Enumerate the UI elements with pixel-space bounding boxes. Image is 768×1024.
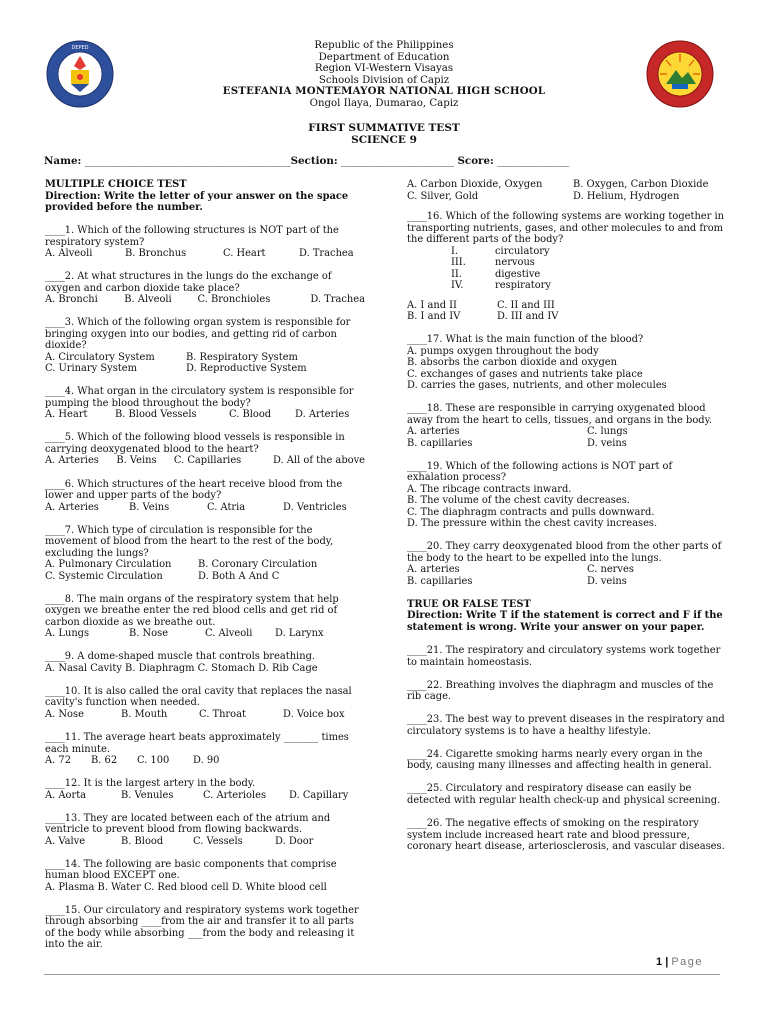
option: A. 72 (45, 755, 71, 767)
test-title: FIRST SUMMATIVE TEST (308, 122, 460, 134)
option: B. Coronary Circulation (198, 559, 318, 571)
header-division: Schools Division of Capiz (318, 74, 450, 86)
option: C. Bronchioles (197, 294, 271, 306)
option: A. pumps oxygen throughout the body (407, 345, 599, 357)
question-20-options (407, 564, 727, 587)
mc-direction: Direction: Write the letter of your answer on the space provided before the number. (45, 190, 349, 213)
option: D. Helium, Hydrogen (573, 190, 680, 202)
question-10 (45, 686, 365, 721)
option: A. Pulmonary Circulation (45, 559, 172, 571)
option: C. Arterioles (203, 789, 267, 801)
option: D. Larynx (275, 628, 324, 640)
option: B. Bronchus (125, 248, 187, 260)
option: C. II and III (497, 299, 555, 311)
question-14-options: A. Plasma B. Water C. Red blood cell D. White blood cell (45, 881, 327, 893)
question-17-text: ____17. What is the main function of the blood? (407, 334, 644, 346)
question-12 (45, 778, 365, 801)
question-12-text: ____12. It is the largest artery in the body. (45, 778, 256, 790)
question-25: ____25. Circulatory and respiratory disease can easily be detected with regular health check-up and physical screening. (407, 783, 721, 806)
question-8 (45, 594, 365, 640)
question-18 (407, 403, 727, 449)
option: B. Blood (121, 835, 164, 847)
option: D. carries the gases, nutrients, and other molecules (407, 380, 667, 392)
question-6-text: ____6. Which structures of the heart receive blood from the lower and upper parts of the body? (45, 478, 343, 502)
score-blank[interactable]: ______________ (497, 155, 570, 167)
student-info-line (44, 155, 569, 167)
option: A. Valve (45, 835, 86, 847)
question-19 (407, 461, 727, 530)
mc-heading: MULTIPLE CHOICE TEST (45, 179, 187, 190)
question-11-options (45, 755, 365, 767)
option: D. Reproductive System (186, 363, 307, 375)
option: B. capillaries (407, 437, 473, 449)
roman-numeral: II. (451, 268, 462, 280)
page-number: 1 (656, 956, 663, 968)
option: A. Nose (45, 708, 84, 720)
header-address: Ongol Ilaya, Dumarao, Capiz (309, 97, 459, 109)
page-footer (656, 956, 703, 968)
option: A. Arteries (45, 455, 99, 467)
option: D. III and IV (497, 311, 559, 322)
question-16-roman-list (407, 246, 727, 292)
option: B. The volume of the chest cavity decreases. (407, 495, 630, 507)
question-7 (45, 525, 365, 583)
question-4-text: ____4. What organ in the circulatory system is responsible for pumping the blood throughout the body? (45, 386, 354, 409)
section-label: Section: (290, 155, 338, 167)
option: D. All of the above (272, 455, 366, 467)
question-11 (45, 732, 365, 767)
name-label: Name: (44, 155, 82, 167)
option: B. Respiratory System (186, 351, 298, 363)
question-5-options (45, 455, 365, 467)
header-republic: Republic of the Philippines (314, 40, 454, 51)
option: A. Bronchi (45, 294, 98, 306)
option: D. Trachea (299, 248, 354, 260)
option: D. Door (275, 835, 314, 847)
option: A. Circulatory System (45, 351, 155, 363)
option: C. Capillaries (173, 455, 242, 467)
question-20 (407, 541, 727, 587)
option: A. Carbon Dioxide, Oxygen (407, 179, 543, 190)
option: B. absorbs the carbon dioxide and oxygen (407, 357, 618, 369)
page-separator: | (665, 956, 669, 968)
question-9 (45, 651, 365, 674)
option: C. The diaphragm contracts and pulls downward. (407, 506, 655, 518)
question-5-text: ____5. Which of the following blood vessels is responsible in carrying deoxygenated blood to the heart? (45, 432, 345, 455)
option: C. Vessels (193, 835, 243, 847)
option: A. Lungs (45, 628, 90, 640)
option: B. Alveoli (124, 294, 172, 306)
question-8-text: ____8. The main organs of the respiratory system that help oxygen we breathe enter the red blood cells and get rid of carbon dioxide as we breathe out. (45, 593, 339, 628)
option: C. Silver, Gold (407, 190, 479, 202)
option: A. Aorta (45, 789, 87, 801)
right-column (407, 179, 727, 864)
question-1-options (45, 248, 365, 260)
question-23: ____23. The best way to prevent diseases in the respiratory and circulatory systems is to have a healthy lifestyle. (407, 714, 725, 737)
question-10-text: ____10. It is also called the oral cavity that replaces the nasal cavity's function when needed. (45, 685, 352, 709)
option: A. The ribcage contracts inward. (407, 483, 572, 495)
option: D. Both A And C (198, 570, 280, 582)
option: C. Throat (199, 708, 246, 720)
question-18-options (407, 426, 727, 449)
option: B. I and IV (407, 311, 461, 322)
score-label: Score: (457, 155, 494, 167)
roman-item: nervous (495, 257, 535, 268)
school-seal-logo (646, 40, 714, 108)
header-department: Department of Education (318, 51, 450, 63)
question-7-text: ____7. Which type of circulation is responsible for the movement of blood from the heart to the rest of the body, excluding the lungs? (45, 524, 334, 559)
question-13-text: ____13. They are located between each of the atrium and ventricle to prevent blood from flowing backwards. (45, 812, 331, 836)
option: C. Systemic Circulation (45, 570, 163, 582)
roman-item: respiratory (495, 280, 551, 291)
option: B. Venules (121, 789, 174, 801)
question-5 (45, 432, 365, 467)
option: A. arteries (407, 564, 460, 576)
option: B. Blood Vessels (115, 409, 197, 421)
option: A. Heart (45, 409, 88, 421)
test-title-block (130, 122, 638, 146)
question-24: ____24. Cigarette smoking harms nearly every organ in the body, causing many illnesses and affecting health in general. (407, 748, 712, 772)
question-16 (407, 211, 727, 323)
option: D. Voice box (283, 708, 345, 720)
footer-divider (44, 974, 720, 975)
tf-direction: Direction: Write T if the statement is correct and F if the statement is wrong. Write your answer on your paper. (407, 610, 723, 633)
option: C. 100 (137, 755, 170, 767)
option: C. exchanges of gases and nutrients take place (407, 368, 643, 380)
question-16-text: ____16. Which of the following systems are working together in transporting nutrients, gases, and other molecules to and from the different parts of the body? (407, 211, 725, 245)
option: B. Nose (129, 628, 169, 640)
option: D. Arteries (295, 409, 350, 421)
question-17 (407, 334, 727, 392)
question-1 (45, 225, 365, 260)
question-13 (45, 813, 365, 848)
option: D. veins (587, 575, 627, 587)
question-15-option-grid (407, 179, 727, 202)
question-14 (45, 859, 365, 894)
spacer (407, 292, 727, 300)
option: C. nerves (587, 564, 634, 576)
question-21: ____21. The respiratory and circulatory systems work together to maintain homeostasis. (407, 645, 721, 668)
question-7-options (45, 559, 365, 582)
question-6-options (45, 502, 365, 514)
option: B. Mouth (121, 708, 168, 720)
option: B. Veins (129, 501, 170, 513)
question-8-options (45, 628, 365, 640)
question-15-options (407, 179, 727, 202)
section-blank[interactable]: ______________________ (340, 155, 455, 167)
roman-numeral: III. (451, 257, 466, 268)
question-3 (45, 317, 365, 375)
question-3-options (45, 352, 365, 375)
option: D. Trachea (310, 294, 365, 306)
option: D. The pressure within the chest cavity increases. (407, 518, 658, 530)
roman-numeral: IV. (451, 280, 464, 291)
option: D. veins (587, 437, 627, 449)
question-14-text: ____14. The following are basic components that comprise human blood EXCEPT one. (45, 858, 337, 882)
svg-text:DEPED: DEPED (71, 45, 89, 51)
test-subject: SCIENCE 9 (351, 134, 417, 146)
header-school-name: ESTEFANIA MONTEMAYOR NATIONAL HIGH SCHOOL (222, 85, 546, 98)
question-15-text: ____15. Our circulatory and respiratory systems work together through absorbing ____from the air and transfer it to all parts of the body while absorbing ___from the body and releasing it into the air. (45, 904, 359, 951)
roman-numeral: I. (451, 245, 459, 257)
roman-item: circulatory (495, 245, 550, 257)
option: C. lungs (587, 426, 628, 438)
option: C. Urinary System (45, 363, 137, 375)
option: B. Oxygen, Carbon Dioxide (573, 179, 709, 190)
option: C. Alveoli (205, 628, 253, 640)
option: D. 90 (193, 755, 220, 767)
option: D. Ventricles (283, 501, 347, 513)
option: D. Capillary (289, 789, 349, 801)
question-16-options (407, 300, 727, 323)
option: C. Blood (229, 409, 272, 421)
question-1-text: ____1. Which of the following structures is NOT part of the respiratory system? (45, 225, 339, 248)
name-blank[interactable]: ________________________________________ (84, 155, 291, 167)
header-region: Region VI-Western Visayas (314, 63, 454, 75)
page-word: Page (671, 956, 704, 968)
option: A. Alveoli (45, 248, 93, 260)
option: B. Veins (116, 455, 157, 467)
question-12-options (45, 790, 365, 802)
tf-heading: TRUE OR FALSE TEST (407, 598, 531, 610)
question-2 (45, 271, 365, 306)
left-column (45, 179, 365, 963)
option: A. I and II (407, 299, 457, 311)
question-6 (45, 479, 365, 514)
roman-item: digestive (495, 268, 541, 280)
question-26: ____26. The negative effects of smoking on the respiratory system include increased heart rate and blood pressure, coronary heart disease, arteriosclerosis, and vascular diseases. (407, 818, 725, 853)
option: B. 62 (91, 755, 118, 767)
question-20-text: ____20. They carry deoxygenated blood from the other parts of the body to the heart to be expelled into the lungs. (407, 541, 722, 564)
question-3-text: ____3. Which of the following organ system is responsible for bringing oxygen into our bodies, and getting rid of carbon dioxide? (45, 317, 351, 352)
question-2-options (45, 294, 365, 306)
option: C. Atria (207, 501, 246, 513)
question-22: ____22. Breathing involves the diaphragm and muscles of the rib cage. (407, 679, 714, 703)
option: A. Arteries (45, 501, 99, 513)
question-4 (45, 386, 365, 421)
deped-seal-logo (46, 40, 114, 108)
option: B. capillaries (407, 575, 473, 587)
question-10-options (45, 709, 365, 721)
question-2-text: ____2. At what structures in the lungs do the exchange of oxygen and carbon dioxide take place? (45, 271, 332, 294)
question-15 (45, 905, 365, 951)
option: C. Heart (223, 248, 266, 260)
school-header (130, 40, 638, 110)
question-18-text: ____18. These are responsible in carrying oxygenated blood away from the heart to cells, tissues, and organs in the body. (407, 403, 713, 426)
question-4-options (45, 409, 365, 421)
question-11-text: ____11. The average heart beats approximately _______ times each minute. (45, 732, 349, 755)
question-9-text: ____9. A dome-shaped muscle that controls breathing. (45, 651, 316, 663)
question-9-options: A. Nasal Cavity B. Diaphragm C. Stomach D. Rib Cage (45, 662, 318, 674)
option: A. arteries (407, 426, 460, 438)
question-19-text: ____19. Which of the following actions is NOT part of exhalation process? (407, 460, 673, 484)
question-13-options (45, 836, 365, 848)
